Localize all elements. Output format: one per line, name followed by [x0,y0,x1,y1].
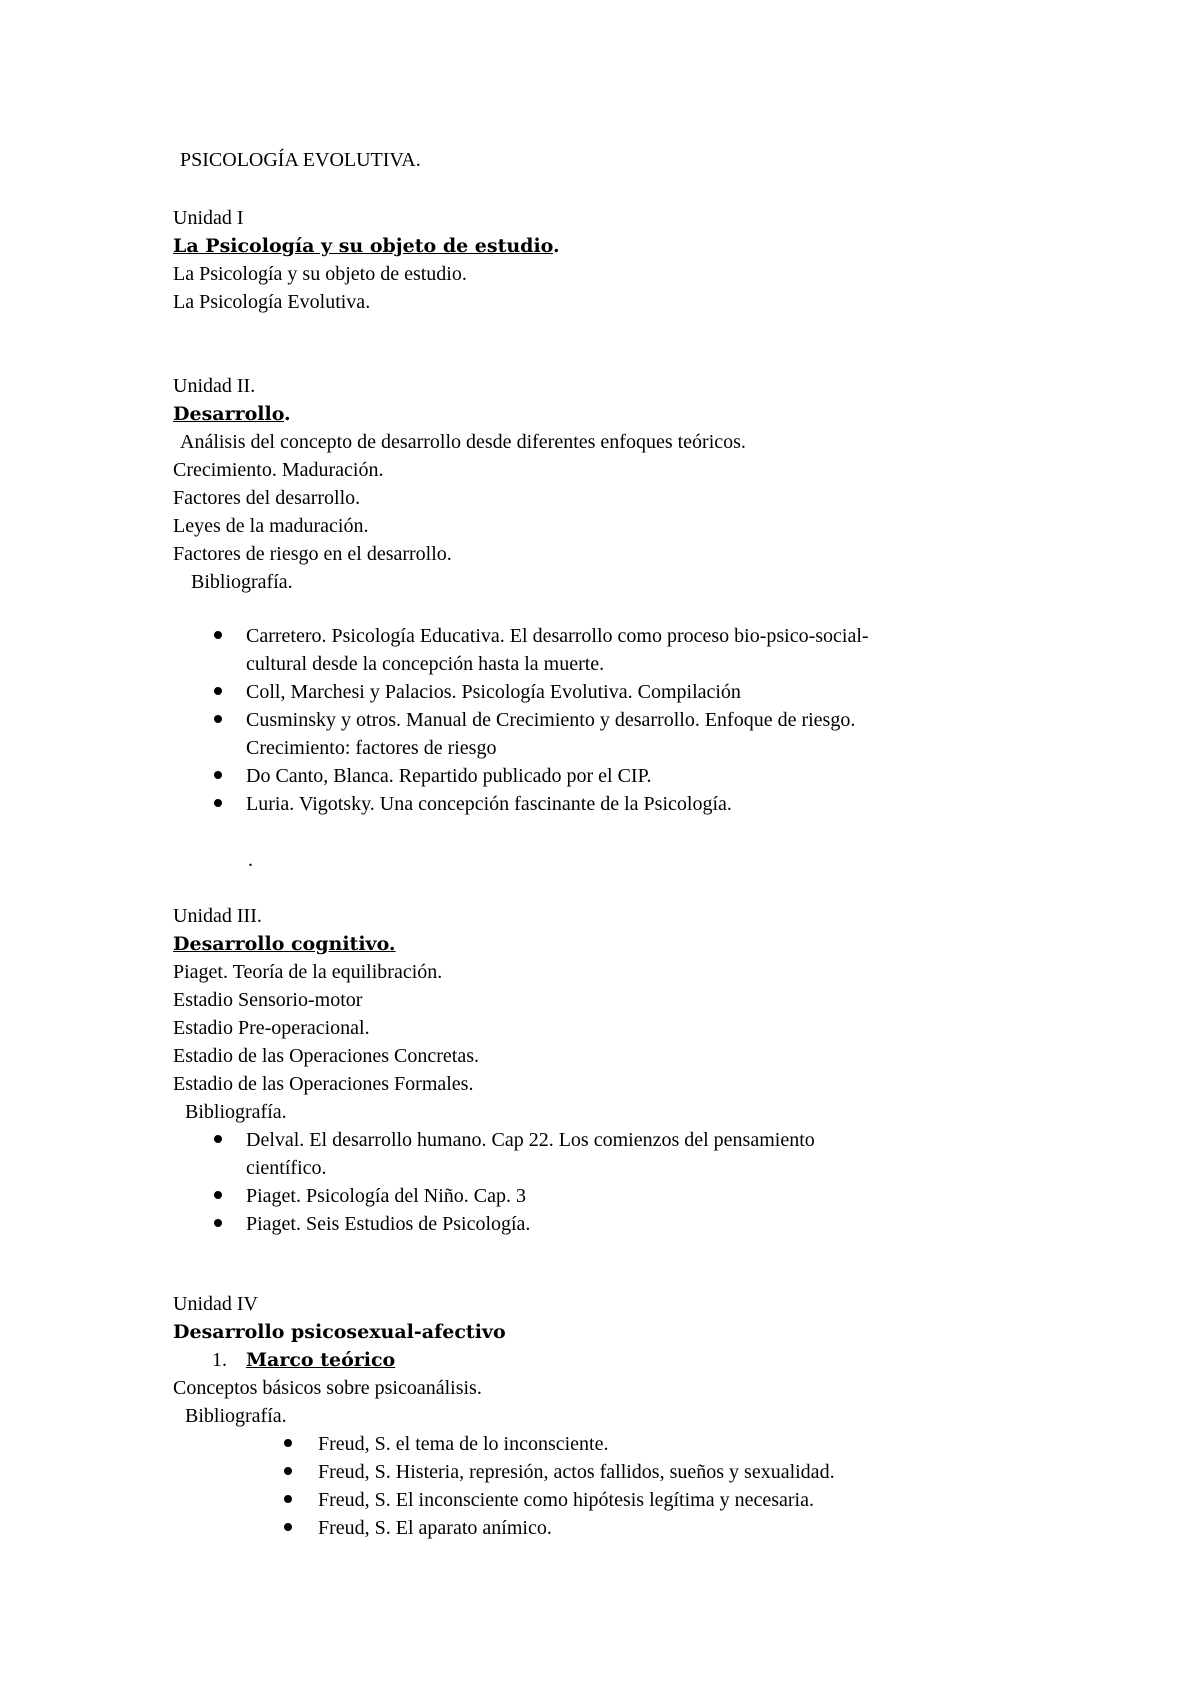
unit-2-bib-item: Cusminsky y otros. Manual de Crecimiento y desarrollo. Enfoque de riesgo. [246,709,856,731]
bullet-icon [214,1135,222,1143]
unit-2-bib-item: Coll, Marchesi y Palacios. Psicología Evolutiva. Compilación [246,681,741,703]
unit-2-bib-item: Carretero. Psicología Educativa. El desarrollo como proceso bio-psico-social- [246,625,869,647]
unit-1-heading-text: La Psicología y su objeto de estudio [173,235,554,257]
unit-2-bib-item-cont: cultural desde la concepción hasta la muerte. [246,653,605,675]
unit-4-bib-item: Freud, S. El inconsciente como hipótesis legítima y necesaria. [318,1489,814,1511]
unit-2-heading [173,400,291,428]
unit-4-bib-item: Freud, S. el tema de lo inconsciente. [318,1433,609,1455]
unit-4-item-number: 1. [212,1349,227,1371]
unit-3-bib-item: Piaget. Psicología del Niño. Cap. 3 [246,1185,526,1207]
bullet-icon [284,1523,292,1531]
unit-2-line: Leyes de la maduración. [173,515,369,537]
bullet-icon [214,1219,222,1227]
bullet-icon [214,715,222,723]
document-title: PSICOLOGÍA EVOLUTIVA. [180,149,421,171]
unit-2-bib-item: Luria. Vigotsky. Una concepción fascinante de la Psicología. [246,793,732,815]
unit-1-line: La Psicología y su objeto de estudio. [173,263,467,285]
bullet-icon [214,1191,222,1199]
bullet-icon [214,687,222,695]
unit-3-line: Estadio Pre-operacional. [173,1017,370,1039]
unit-2-line: Crecimiento. Maduración. [173,459,384,481]
unit-2-bib-item: Do Canto, Blanca. Repartido publicado por el CIP. [246,765,652,787]
unit-2-label: Unidad II. [173,375,256,397]
unit-4-heading: Desarrollo psicosexual-afectivo [173,1321,506,1343]
unit-3-label: Unidad III. [173,905,262,927]
unit-4-bibliography-label: Bibliografía. [185,1405,287,1427]
unit-3-bibliography-label: Bibliografía. [185,1101,287,1123]
unit-3-bib-item-cont: científico. [246,1157,327,1179]
bullet-icon [284,1467,292,1475]
bullet-icon [284,1439,292,1447]
unit-2-bibliography-label: Bibliografía. [191,571,293,593]
unit-4-item-heading: Marco teórico [246,1349,396,1371]
bullet-icon [214,631,222,639]
unit-1-heading [173,232,560,260]
unit-3-line: Estadio de las Operaciones Formales. [173,1073,474,1095]
stray-period: . [248,849,253,871]
unit-2-line: Factores del desarrollo. [173,487,361,509]
unit-2-bib-item-cont: Crecimiento: factores de riesgo [246,737,497,759]
unit-3-bib-item: Piaget. Seis Estudios de Psicología. [246,1213,531,1235]
unit-3-line: Estadio Sensorio-motor [173,989,363,1011]
bullet-icon [284,1495,292,1503]
unit-4-bib-item: Freud, S. El aparato anímico. [318,1517,552,1539]
unit-2-line: Factores de riesgo en el desarrollo. [173,543,452,565]
unit-2-heading-period: . [284,403,291,425]
unit-4-label: Unidad IV [173,1293,258,1315]
unit-2-heading-text: Desarrollo [173,403,285,425]
unit-4-bib-item: Freud, S. Histeria, represión, actos fallidos, sueños y sexualidad. [318,1461,835,1483]
unit-1-heading-period: . [553,235,560,257]
unit-2-line: Análisis del concepto de desarrollo desde diferentes enfoques teóricos. [180,431,746,453]
bullet-icon [214,771,222,779]
unit-3-heading: Desarrollo cognitivo. [173,933,396,955]
unit-3-bib-item: Delval. El desarrollo humano. Cap 22. Los comienzos del pensamiento [246,1129,815,1151]
bullet-icon [214,799,222,807]
unit-3-line: Piaget. Teoría de la equilibración. [173,961,443,983]
unit-3-line: Estadio de las Operaciones Concretas. [173,1045,480,1067]
unit-1-line: La Psicología Evolutiva. [173,291,371,313]
unit-4-line: Conceptos básicos sobre psicoanálisis. [173,1377,482,1399]
unit-1-label: Unidad I [173,207,244,229]
